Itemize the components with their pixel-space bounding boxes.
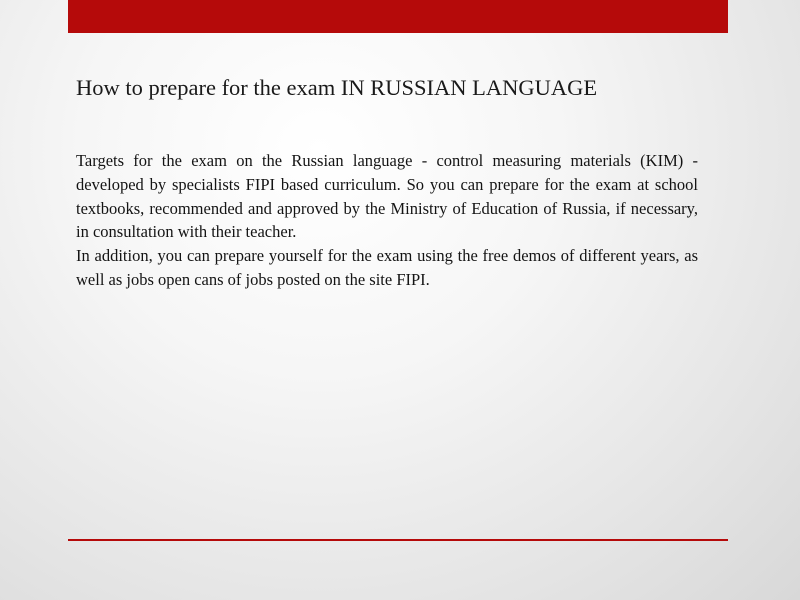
body-paragraph-2: In addition, you can prepare yourself for the exam using the free demos of different years, as well as jobs open cans of jobs posted on the site FIPI. — [76, 246, 698, 289]
bottom-accent-rule — [68, 539, 728, 541]
top-accent-band — [68, 0, 728, 33]
slide-body — [76, 149, 698, 292]
slide-title: How to prepare for the exam IN RUSSIAN LANGUAGE — [76, 75, 598, 100]
body-paragraph-1: Targets for the exam on the Russian language - control measuring materials (KIM) - developed by specialists FIPI based curriculum. So you can prepare for the exam at school textbooks, recommended and approved by the Ministry of Education of Russia, if necessary, in consultation with their teacher. — [76, 151, 698, 242]
